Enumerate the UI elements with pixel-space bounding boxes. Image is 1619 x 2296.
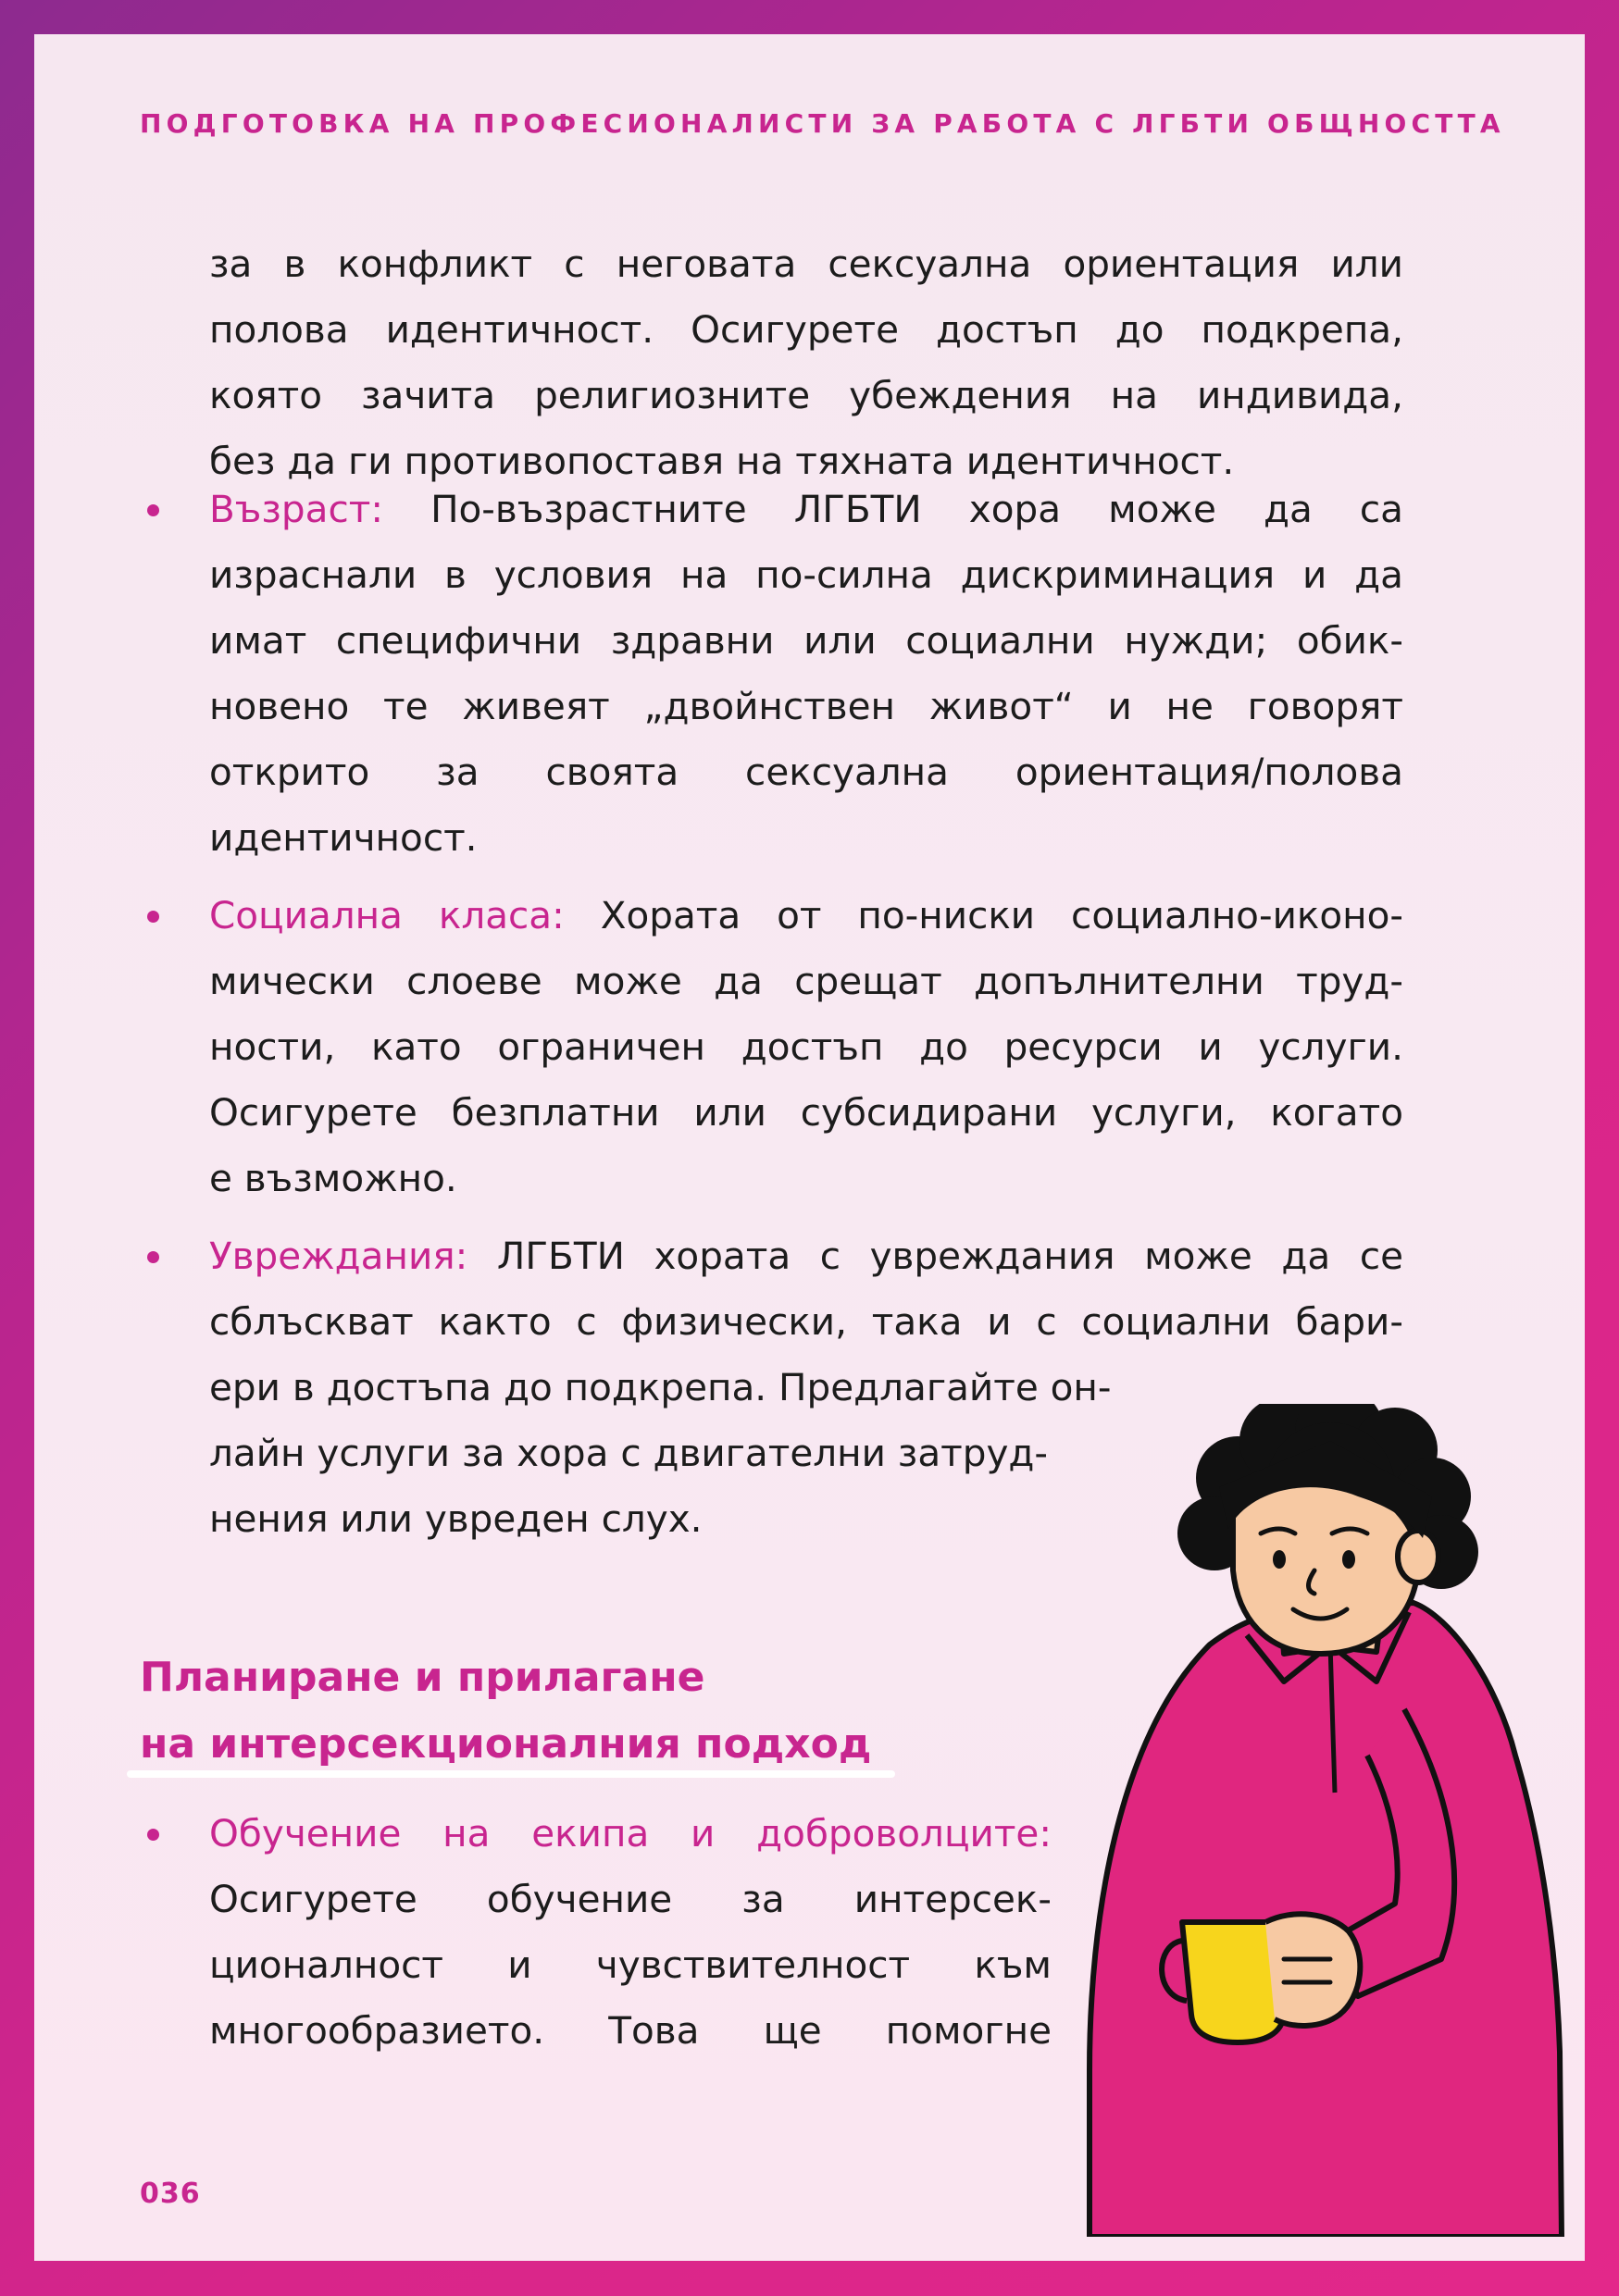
continuation-paragraph xyxy=(209,231,1403,494)
text-line: за в конфликт с неговата сексуална ориентация или xyxy=(209,242,1403,286)
bullet-first-line xyxy=(209,1223,1403,1289)
text-line: Осигурете безплатни или субсидирани услуги, когато xyxy=(209,1090,1403,1135)
bullet-keyword: Социална класа: xyxy=(209,893,565,937)
text-line: Хората от по-ниски социално-иконо- xyxy=(600,893,1404,937)
bullet-social-class xyxy=(209,883,1403,1211)
text-line: ери в достъпа до подкрепа. Предлагайте он- xyxy=(209,1365,1112,1409)
text-line: мически слоеве може да срещат допълнителни труд- xyxy=(209,959,1403,1003)
bullet-keyword: Увреждания: xyxy=(209,1234,468,1278)
section-heading-line: на интерсекционалния подход xyxy=(140,1720,872,1768)
text-line: нения или увреден слух. xyxy=(209,1496,703,1541)
bullet-team-training xyxy=(209,1801,1052,2064)
text-line: Осигурете обучение за интерсек- xyxy=(209,1877,1052,1921)
text-line: ности, като ограничен достъп до ресурси и услуги. xyxy=(209,1024,1403,1069)
text-line: многообразието. Това ще помогне xyxy=(209,2008,1052,2053)
text-line: израснали в условия на по-силна дискриминация и да xyxy=(209,552,1403,597)
bullet-age xyxy=(209,477,1403,871)
section-heading-line: Планиране и прилагане xyxy=(140,1654,705,1701)
text-line: полова идентичност. Осигурете достъп до подкрепа, xyxy=(209,307,1403,352)
text-line: ЛГБТИ хората с увреждания може да се xyxy=(496,1234,1403,1278)
text-line: новено те живеят „двойнствен живот“ и не говорят xyxy=(209,684,1403,728)
bullet-dot xyxy=(147,1251,159,1263)
bullet-keyword: Обучение на екипа и доброволците: xyxy=(209,1811,1052,1855)
text-line: без да ги противопоставя на тяхната идентичност. xyxy=(209,439,1235,483)
text-line: лайн услуги за хора с двигателни затруд- xyxy=(209,1431,1049,1475)
text-line: е възможно. xyxy=(209,1156,457,1200)
running-header: ПОДГОТОВКА НА ПРОФЕСИОНАЛИСТИ ЗА РАБОТА С ЛГБТИ ОБЩНОСТТА xyxy=(140,108,1505,139)
section-heading xyxy=(140,1644,871,1778)
text-line: открито за своята сексуална ориентация/полова xyxy=(209,750,1403,794)
document-page xyxy=(34,34,1585,2261)
text-line: По-възрастните ЛГБТИ хора може да са xyxy=(430,487,1403,531)
person-holding-cup-icon xyxy=(1052,1404,1571,2237)
bullet-dot xyxy=(147,504,159,516)
bullet-dot xyxy=(147,1829,159,1841)
text-line: сблъскват както с физически, така и с социални бари- xyxy=(209,1299,1403,1344)
bullet-keyword: Възраст: xyxy=(209,487,383,531)
bullet-first-line xyxy=(209,477,1403,542)
bullet-dot xyxy=(147,911,159,923)
page-number: 036 xyxy=(140,2178,201,2210)
text-line: идентичност. xyxy=(209,815,478,860)
section-heading-underline xyxy=(127,1770,895,1778)
text-line: ционалност и чувствителност към xyxy=(209,1942,1052,1987)
text-line: която зачита религиозните убеждения на индивида, xyxy=(209,373,1403,417)
text-line: имат специфични здравни или социални нужди; обик- xyxy=(209,618,1403,663)
bullet-first-line xyxy=(209,883,1403,949)
